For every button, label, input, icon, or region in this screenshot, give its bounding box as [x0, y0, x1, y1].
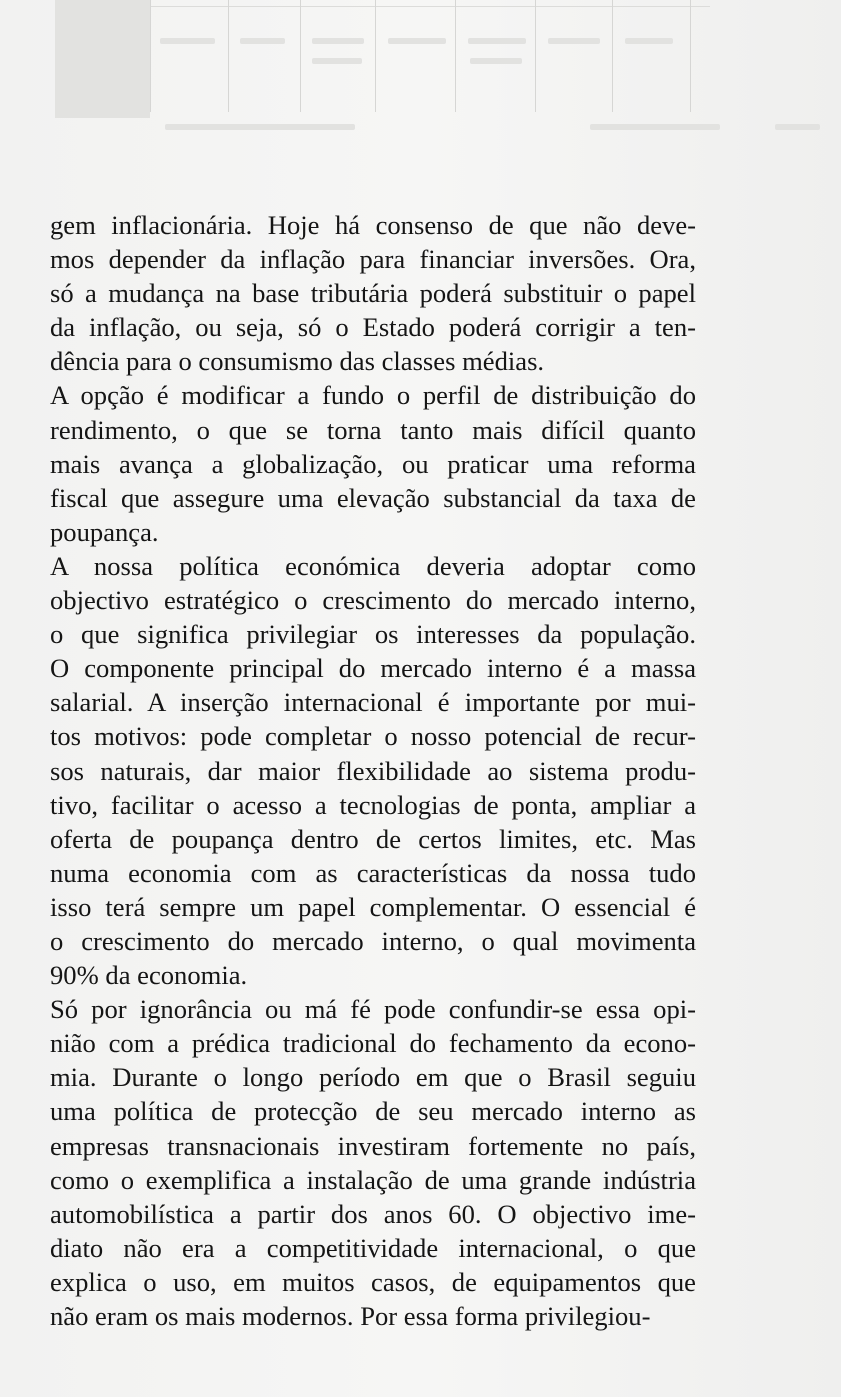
text-line: tivo, facilitar o acesso a tecnologias de ponta, ampliar a — [50, 789, 696, 820]
text-line: como o exemplifica a instalação de uma grande indústria — [50, 1164, 696, 1195]
text-line: O componente principal do mercado interno é a massa — [50, 653, 696, 684]
paragraph — [50, 992, 696, 1333]
text-line: empresas transnacionais investiram fortemente no país, — [50, 1130, 696, 1161]
text-line: poupança. — [50, 516, 159, 547]
text-line: sos naturais, dar maior flexibilidade ao sistema produ- — [50, 755, 696, 786]
text-line: automobilística a partir dos anos 60. O objectivo ime- — [50, 1198, 696, 1229]
text-line: A opção é modificar a fundo o perfil de distribuição do — [50, 380, 696, 411]
text-line: dência para o consumismo das classes médias. — [50, 346, 545, 377]
text-line: A nossa política económica deveria adoptar como — [50, 550, 696, 581]
text-line: da inflação, ou seja, só o Estado poderá corrigir a ten- — [50, 312, 696, 343]
paragraph — [50, 208, 696, 378]
text-line: oferta de poupança dentro de certos limites, etc. Mas — [50, 823, 696, 854]
text-line: numa economia com as características da nossa tudo — [50, 857, 696, 888]
text-line: explica o uso, em muitos casos, de equipamentos que — [50, 1266, 696, 1297]
show-through-shaded-block — [55, 0, 150, 118]
text-line: objectivo estratégico o crescimento do mercado interno, — [50, 585, 696, 616]
body-text — [50, 208, 696, 1333]
text-line: não eram os mais modernos. Por essa forma privilegiou- — [50, 1301, 651, 1331]
text-line: diato não era a competitividade internacional, o que — [50, 1232, 696, 1263]
text-line: isso terá sempre um papel complementar. O essencial é — [50, 891, 696, 922]
show-through-previous-page — [0, 0, 841, 160]
text-line: tos motivos: pode completar o nosso potencial de recur- — [50, 721, 696, 752]
text-line: o crescimento do mercado interno, o qual movimenta — [50, 925, 696, 956]
text-line: mais avança a globalização, ou praticar uma reforma — [50, 448, 696, 479]
text-line: gem inflacionária. Hoje há consenso de que não deve- — [50, 210, 696, 240]
text-line: rendimento, o que se torna tanto mais difícil quanto — [50, 414, 696, 445]
text-line: só a mudança na base tributária poderá substituir o papel — [50, 278, 696, 309]
text-line: 90% da economia. — [50, 960, 248, 991]
text-line: o que significa privilegiar os interesses da população. — [50, 619, 696, 650]
paragraph — [50, 378, 696, 548]
text-line: fiscal que assegure uma elevação substancial da taxa de — [50, 482, 696, 513]
text-line: salarial. A inserção internacional é importante por mui- — [50, 687, 696, 718]
text-line: mos depender da inflação para financiar inversões. Ora, — [50, 244, 696, 275]
text-line: nião com a prédica tradicional do fechamento da econo- — [50, 1028, 696, 1059]
paragraph — [50, 549, 696, 992]
text-line: uma política de protecção de seu mercado interno as — [50, 1096, 696, 1127]
text-line: Só por ignorância ou má fé pode confundir-se essa opi- — [50, 994, 696, 1025]
text-line: mia. Durante o longo período em que o Brasil seguiu — [50, 1062, 696, 1093]
